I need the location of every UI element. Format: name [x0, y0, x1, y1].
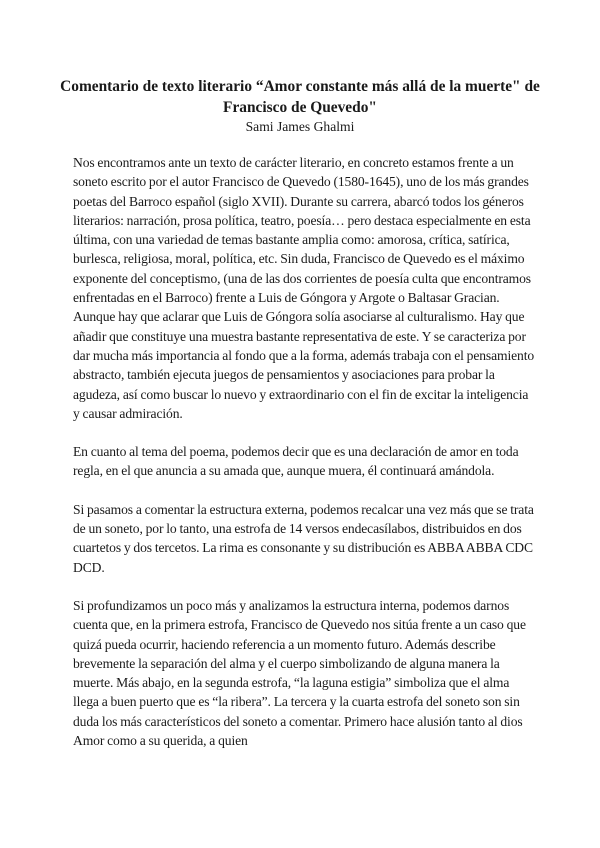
document-title: Comentario de texto literario “Amor constante más allá de la muerte" de Francisco de Quevedo": [60, 78, 540, 116]
paragraph-theme: En cuanto al tema del poema, podemos decir que es una declaración de amor en toda regla, en el que anuncia a su amada que, aunque muera, él continuará amándola.: [73, 444, 519, 479]
paragraph-internal-structure: Si profundizamos un poco más y analizamos la estructura interna, podemos darnos cuenta que, en la primera estrofa, Francisco de Quevedo nos sitúa frente a un caso que quizá pueda ocurrir, haciendo referencia a un momento futuro. Además describe brevemente la separación del alma y el cuerpo simbolizando de alguna manera la muerte. Más abajo, en la segunda estrofa, “la laguna estigia” simboliza que el alma llega a buen puerto que es “la ribera”. La tercera y la cuarta estrofa del soneto son sin duda los más característicos del soneto a comentar. Primero hace alusión tanto al dios Amor como a su querida, a quien: [73, 597, 526, 749]
document-body: [73, 153, 535, 769]
paragraph-introduction: Nos encontramos ante un texto de carácter literario, en concreto estamos frente a un soneto escrito por el autor Francisco de Quevedo (1580-1645), uno de los más grandes poetas del Barroco español (siglo XVII). Durante su carrera, abarcó todos los géneros literarios: narración, prosa política, teatro, poesía… pero destaca especialmente en esta última, con una variedad de temas bastante amplia como: amorosa, crítica, satírica, burlesca, religiosa, moral, política, etc. Sin duda, Francisco de Quevedo es el máximo exponente del conceptismo, (una de las dos corrientes de poesía culta que encontramos enfrentadas en el Barroco) frente a Luis de Góngora y Argote o Baltasar Gracian. Aunque hay que aclarar que Luis de Góngora solía asociarse al culturalismo. Hay que añadir que constituye una muestra bastante representativa de este. Y se caracteriza por dar mucha más importancia al fondo que a la forma, además trabaja con el pensamiento abstracto, también ejecuta juegos de pensamientos y asociaciones para probar la agudeza, así como buscar lo nuevo y extraordinario con el fin de excitar la inteligencia y causar admiración.: [73, 155, 535, 421]
document-author: Sami James Ghalmi: [245, 119, 355, 134]
paragraph-external-structure: Si pasamos a comentar la estructura externa, podemos recalcar una vez más que se trata de un soneto, por lo tanto, una estrofa de 14 versos endecasílabos, distribuidos en dos cuartetos y dos tercetos. La rima es consonante y su distribución es ABBA ABBA CDC DCD.: [73, 501, 534, 575]
